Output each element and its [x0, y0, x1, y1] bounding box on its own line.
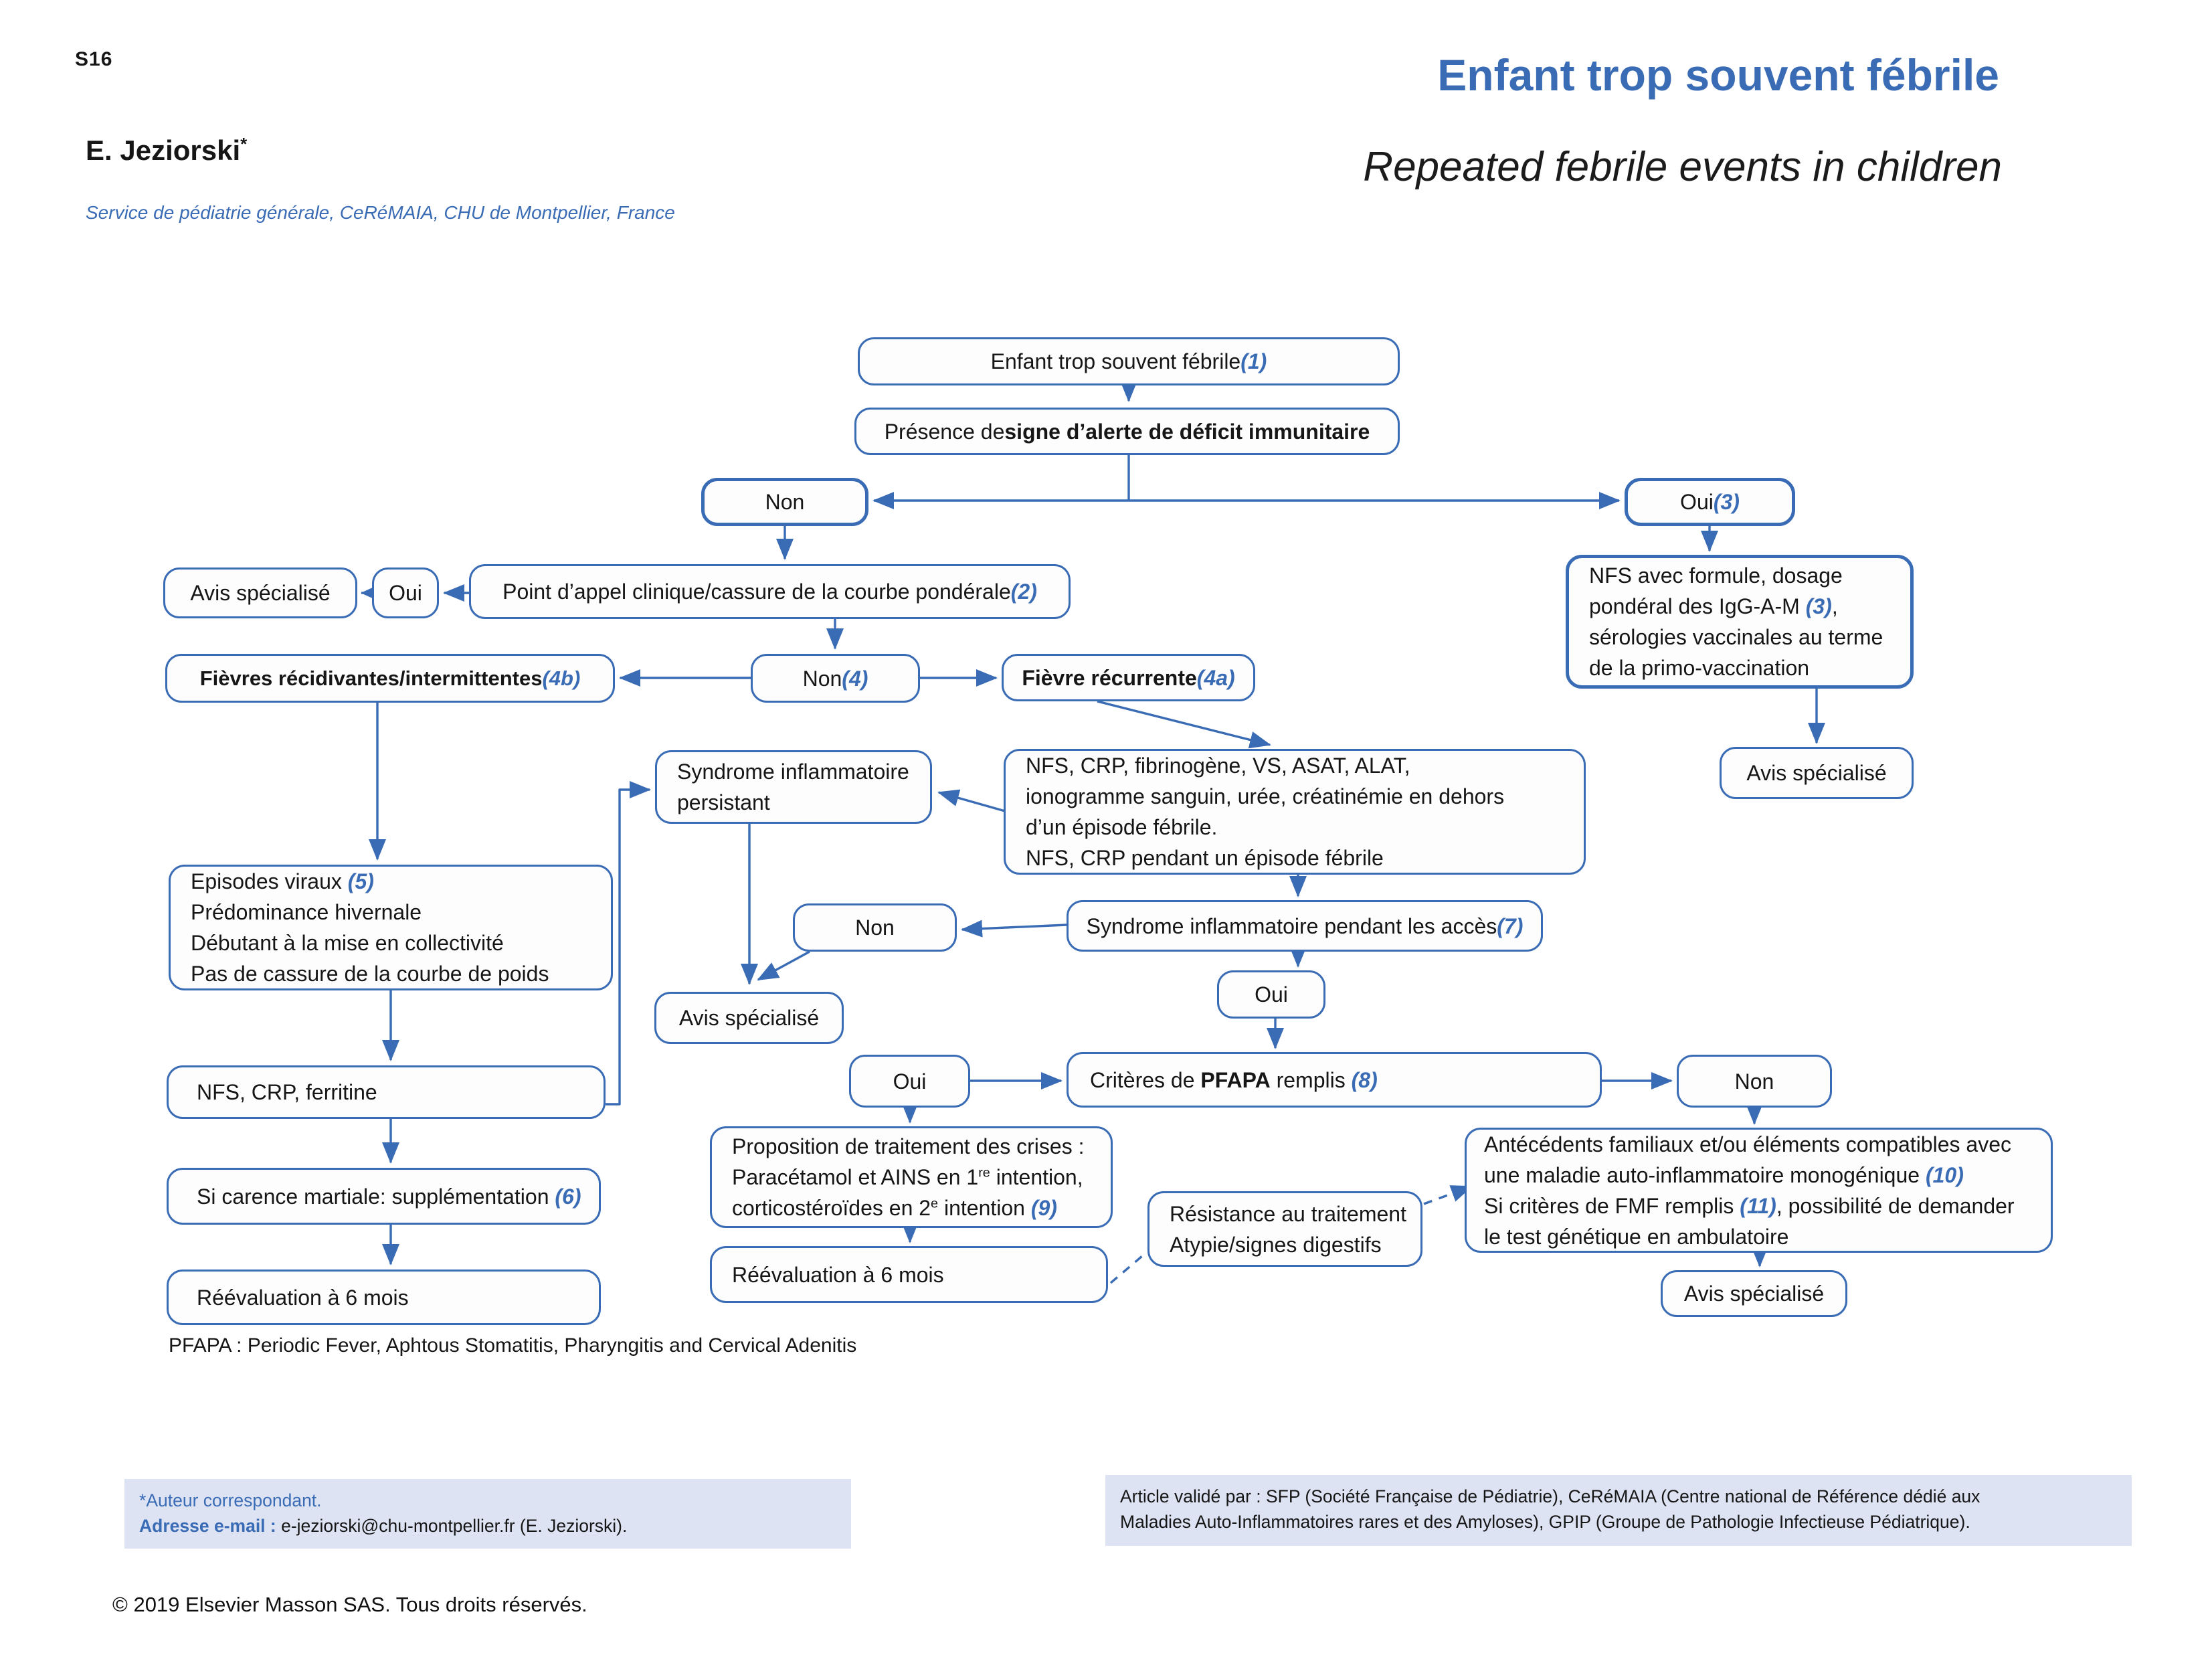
page-number: S16: [75, 48, 113, 70]
line: [197, 1077, 377, 1108]
line: [1589, 560, 1843, 591]
email-label: Adresse e-mail :: [139, 1516, 282, 1536]
t: Résistance au traitement: [1170, 1201, 1406, 1226]
line: [732, 1162, 1083, 1193]
ref-1: (1): [1240, 349, 1267, 373]
node-nfs-crp-ferritine: [167, 1065, 606, 1119]
node-oui-deficit: [1625, 478, 1795, 526]
label: Non: [855, 915, 895, 940]
t: une maladie auto-inflammatoire monogénique: [1484, 1162, 1926, 1187]
t: de la primo-vaccination: [1589, 656, 1810, 680]
node-non-syndrome-acces: [793, 903, 957, 952]
label: Enfant trop souvent fébrile: [990, 349, 1241, 373]
node-resistance-traitement: [1147, 1191, 1422, 1267]
author-affiliation: Service de pédiatrie générale, CeRéMAIA, CHU de Montpellier, France: [86, 202, 675, 223]
line: [1026, 843, 1384, 873]
ref-3b: (3): [1805, 594, 1832, 618]
title-french: Enfant trop souvent fébrile: [1437, 50, 1999, 100]
t: le test génétique en ambulatoire: [1484, 1224, 1789, 1249]
email-line: [139, 1513, 836, 1539]
label: Présence de: [884, 419, 1005, 444]
node-presence-signe-alerte: [854, 408, 1400, 455]
label: Avis spécialisé: [190, 581, 331, 605]
t: ionogramme sanguin, urée, créatinémie en dehors: [1026, 784, 1505, 808]
line: [191, 958, 549, 989]
label: Oui: [893, 1069, 927, 1094]
label: Avis spécialisé: [1683, 1282, 1825, 1306]
validation-line-1: Article validé par : SFP (Société Française de Pédiatrie), CeRéMAIA (Centre national de Référence dédié aux: [1120, 1486, 1980, 1506]
line: [1026, 812, 1217, 843]
t: Réévaluation à 6 mois: [732, 1262, 944, 1287]
node-non-deficit: [701, 478, 868, 526]
email-value: e-jeziorski@chu-montpellier.fr (E. Jeziorski).: [281, 1516, 628, 1536]
t: corticostéroïdes en 2: [732, 1196, 931, 1220]
ref-2: (2): [1010, 580, 1037, 604]
t: Syndrome inflammatoire: [677, 760, 909, 784]
t-sup: re: [978, 1165, 990, 1181]
t: NFS avec formule, dosage: [1589, 563, 1843, 588]
node-syndrome-inflammatoire-acces: [1067, 900, 1543, 952]
node-point-appel-clinique: [469, 564, 1071, 619]
line: [1484, 1129, 2011, 1160]
title-english: Repeated febrile events in children: [1363, 144, 2002, 190]
label: Syndrome inflammatoire pendant les accès: [1086, 913, 1497, 938]
line: [191, 897, 422, 928]
line: [1484, 1191, 2015, 1221]
t: Débutant à la mise en collectivité: [191, 931, 504, 955]
line: [732, 1131, 1084, 1162]
line: [677, 756, 909, 787]
ref-8: (8): [1351, 1067, 1378, 1092]
node-fievre-recurrente: [1002, 654, 1255, 701]
node-enfant-trop-souvent-febrile: [858, 337, 1400, 385]
author-asterisk: *: [240, 134, 248, 154]
ref-6: (6): [555, 1184, 581, 1209]
t: Pas de cassure de la courbe de poids: [191, 962, 549, 986]
t: sérologies vaccinales au terme: [1589, 625, 1883, 649]
correspondent-line: *Auteur correspondant.: [139, 1490, 322, 1510]
ref-3: (3): [1713, 490, 1740, 514]
t: , possibilité de demander: [1776, 1193, 2015, 1218]
node-bilan-biologique: [1004, 749, 1586, 875]
footnote-correspondent: [124, 1479, 851, 1549]
label: Oui: [389, 581, 422, 605]
node-carence-martiale: [167, 1168, 601, 1225]
line: [1589, 622, 1883, 652]
line: [1589, 652, 1809, 683]
node-oui-syndrome-acces: [1217, 970, 1325, 1019]
line: [191, 866, 374, 897]
t: Antécédents familiaux et/ou éléments compatibles avec: [1484, 1132, 2011, 1156]
label: Non: [1734, 1069, 1774, 1094]
line: [1170, 1199, 1406, 1229]
ref-4: (4): [842, 666, 868, 691]
t: Atypie/signes digestifs: [1170, 1232, 1382, 1257]
node-nfs-igg-serologies: [1566, 555, 1914, 689]
line: [1090, 1065, 1378, 1096]
node-avis-specialise-4: [1661, 1270, 1847, 1317]
label: Avis spécialisé: [1746, 761, 1887, 785]
t-sup: e: [931, 1196, 939, 1211]
line: [677, 787, 770, 818]
line: [1170, 1229, 1382, 1260]
node-avis-specialise-1: [163, 567, 357, 618]
t: Si critères de FMF remplis: [1484, 1193, 1740, 1218]
t: remplis: [1270, 1067, 1352, 1092]
label: Oui: [1680, 490, 1714, 514]
pfapa-legend: PFAPA : Periodic Fever, Aphtous Stomatitis, Pharyngitis and Cervical Adenitis: [169, 1334, 857, 1357]
ref-7: (7): [1497, 913, 1524, 938]
copyright-line: © 2019 Elsevier Masson SAS. Tous droits réservés.: [112, 1593, 587, 1616]
t: Critères de: [1090, 1067, 1201, 1092]
line: [191, 928, 504, 958]
t: NFS, CRP, ferritine: [197, 1080, 377, 1104]
label: Fièvres récidivantes/intermittentes: [199, 666, 543, 690]
t: NFS, CRP, fibrinogène, VS, ASAT, ALAT,: [1026, 754, 1410, 778]
t: Episodes viraux: [191, 869, 348, 893]
line: [1484, 1160, 1964, 1191]
t: pondéral des IgG-A-M: [1589, 594, 1806, 618]
ref-9: (9): [1030, 1196, 1057, 1220]
line: [197, 1181, 581, 1212]
label: Non: [802, 666, 842, 691]
t-bold: PFAPA: [1200, 1067, 1271, 1092]
node-syndrome-inflammatoire-persistant: [655, 750, 932, 824]
label: Non: [765, 490, 805, 514]
author-text: E. Jeziorski: [86, 135, 241, 166]
node-non-pfapa: [1677, 1055, 1832, 1108]
t: intention: [938, 1196, 1031, 1220]
t: Si carence martiale: supplémentation: [197, 1184, 555, 1209]
line: [197, 1282, 409, 1313]
label: Point d’appel clinique/cassure de la courbe pondérale: [502, 580, 1011, 604]
node-criteres-pfapa: [1067, 1052, 1602, 1108]
node-oui-point-appel: [372, 567, 439, 618]
t: ,: [1831, 594, 1838, 618]
t: Prédominance hivernale: [191, 900, 422, 924]
line: [732, 1259, 944, 1290]
node-reevaluation-6-mois-gauche: [167, 1270, 601, 1325]
t: Proposition de traitement des crises :: [732, 1134, 1085, 1158]
node-proposition-traitement: [710, 1126, 1113, 1228]
line: [1026, 750, 1410, 781]
node-oui-pfapa: [849, 1055, 970, 1108]
ref-10: (10): [1925, 1162, 1964, 1187]
ref-4a: (4a): [1196, 665, 1235, 690]
node-reevaluation-6-mois-milieu: [710, 1246, 1108, 1303]
label-bold: signe d’alerte de déficit immunitaire: [1004, 419, 1370, 444]
t: NFS, CRP pendant un épisode fébrile: [1026, 846, 1384, 870]
label: Oui: [1255, 982, 1288, 1007]
t: Réévaluation à 6 mois: [197, 1285, 409, 1310]
ref-11: (11): [1740, 1193, 1776, 1218]
node-non-point-appel: [751, 654, 920, 703]
node-avis-specialise-2: [1720, 747, 1914, 799]
label: Fièvre récurrente: [1022, 665, 1197, 690]
line: [1026, 781, 1504, 812]
line: [1484, 1221, 1788, 1252]
ref-5: (5): [347, 869, 374, 893]
t: persistant: [677, 790, 770, 814]
t: d’un épisode fébrile.: [1026, 815, 1218, 839]
ref-4b: (4b): [542, 666, 581, 690]
validation-line-2: Maladies Auto-Inflammatoires rares et des Amyloses), GPIP (Groupe de Pathologie Infectieuse Pédiatrique).: [1120, 1512, 1970, 1532]
t: intention,: [990, 1165, 1083, 1189]
node-avis-specialise-3: [654, 992, 844, 1044]
node-episodes-viraux: [169, 865, 613, 990]
t: Paracétamol et AINS en 1: [732, 1165, 979, 1189]
label: Avis spécialisé: [678, 1006, 820, 1030]
line: [1589, 591, 1838, 622]
node-fievres-recidivantes: [165, 654, 615, 703]
node-antecedents-familiaux: [1465, 1128, 2053, 1253]
footnote-validation: [1105, 1475, 2132, 1546]
line: [732, 1193, 1057, 1223]
